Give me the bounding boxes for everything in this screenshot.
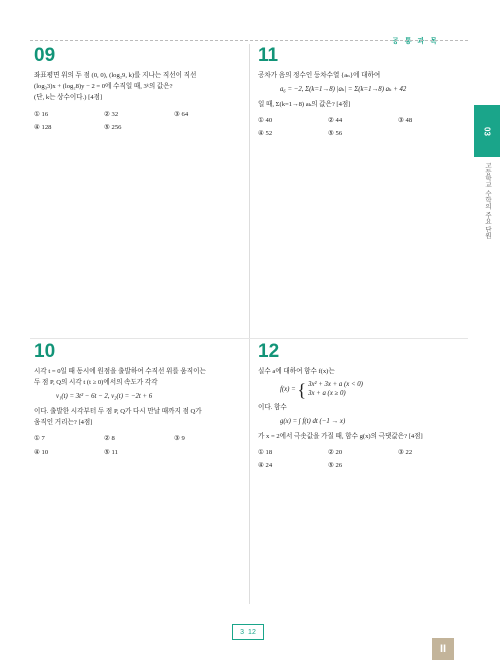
answer-choices <box>258 448 463 471</box>
question-text-line: 이다. 출발한 시각부터 두 점 P, Q가 다시 만날 때까지 점 Q가 <box>34 407 202 415</box>
question-09 <box>34 46 239 133</box>
question-text-line: 두 점 P, Q의 시각 t (t ≥ 0)에서의 속도가 각각 <box>34 379 158 387</box>
question-text-line: 시각 t = 0일 때 동시에 원점을 출발하여 수직선 위를 움직이는 <box>34 368 206 375</box>
question-number: 10 <box>34 341 56 362</box>
choice-1[interactable]: ① 18 <box>258 449 273 457</box>
page-number <box>232 624 264 640</box>
choice-3[interactable]: ③ 48 <box>398 116 413 124</box>
section-corner-badge: II <box>432 638 454 660</box>
row-divider <box>30 338 468 339</box>
answer-choices <box>258 116 463 139</box>
question-number: 09 <box>34 45 56 66</box>
choice-2[interactable]: ② 32 <box>104 110 119 118</box>
page-number-right: 12 <box>248 628 256 636</box>
question-text-line: 실수 a에 대하여 함수 f(x)는 <box>258 368 335 375</box>
answer-choices <box>34 434 239 457</box>
question-formula: v₁(t) = 3t² − 6t − 2, v₂(t) = −2t + 6 <box>56 393 153 401</box>
question-11 <box>258 46 463 139</box>
piecewise-lhs: f(x) = <box>280 385 296 393</box>
question-text-line: 가 x = 2에서 극솟값을 가질 때, 함수 g(x)의 극댓값은? [4점] <box>258 432 423 440</box>
question-formula: g(x) = ∫ f(t) dt (−1 → x) <box>280 418 346 426</box>
piecewise-row: 3x² + 3x + a (x < 0) <box>308 381 363 389</box>
choice-4[interactable]: ④ 128 <box>34 123 52 131</box>
choice-2[interactable]: ② 44 <box>328 116 343 124</box>
choice-3[interactable]: ③ 22 <box>398 449 413 457</box>
column-divider <box>249 44 250 604</box>
choice-3[interactable]: ③ 9 <box>174 435 185 443</box>
question-10 <box>34 342 239 458</box>
question-text-line: (log₃3)x + (log₂8)y − 2 = 0에 수직일 때, 3ᵏ의 값은? <box>34 83 173 91</box>
question-text-line: 좌표평면 위의 두 점 (0, 0), (log₂9, k)를 지나는 직선이 직선 <box>34 72 197 79</box>
page-number-left: 3 <box>240 628 245 636</box>
choice-5[interactable]: ⑤ 256 <box>104 123 122 131</box>
question-text-line: 일 때, Σ(k=1→8) aₖ의 값은? [4점] <box>258 100 351 108</box>
chapter-tab[interactable] <box>474 105 500 157</box>
choice-5[interactable]: ⑤ 56 <box>328 130 343 138</box>
choice-1[interactable]: ① 16 <box>34 110 49 118</box>
choice-5[interactable]: ⑤ 11 <box>104 448 118 456</box>
subject-header-label: 공통과목 <box>392 38 444 45</box>
choice-2[interactable]: ② 8 <box>104 435 115 443</box>
question-12 <box>258 342 463 472</box>
question-formula: a₆ = −2, Σ(k=1→8) |aₖ| = Σ(k=1→8) aₖ + 42 <box>280 86 407 94</box>
question-text-line: 이다. 함수 <box>258 404 287 412</box>
question-number: 11 <box>258 45 279 66</box>
question-text-line: 공차가 음의 정수인 등차수열 {aₙ}에 대하여 <box>258 72 381 79</box>
choice-2[interactable]: ② 20 <box>328 449 343 457</box>
piecewise-row: 3x + a (x ≥ 0) <box>308 390 346 398</box>
left-brace-icon: { <box>297 380 307 401</box>
answer-choices <box>34 110 239 133</box>
choice-4[interactable]: ④ 10 <box>34 448 49 456</box>
piecewise-formula <box>280 381 463 399</box>
choice-3[interactable]: ③ 64 <box>174 110 189 118</box>
question-text-line: 움직인 거리는? [4점] <box>34 419 93 427</box>
question-number: 12 <box>258 341 280 362</box>
question-text-line: (단, k는 상수이다.) [4점] <box>34 94 103 102</box>
chapter-tab-label: 03 <box>482 126 492 136</box>
choice-1[interactable]: ① 7 <box>34 435 45 443</box>
header-divider <box>30 40 468 41</box>
choice-4[interactable]: ④ 24 <box>258 462 273 470</box>
chapter-subtitle: 고등학교 수학의 주요 단원 <box>484 162 491 239</box>
choice-1[interactable]: ① 40 <box>258 116 273 124</box>
choice-5[interactable]: ⑤ 26 <box>328 462 343 470</box>
choice-4[interactable]: ④ 52 <box>258 130 273 138</box>
